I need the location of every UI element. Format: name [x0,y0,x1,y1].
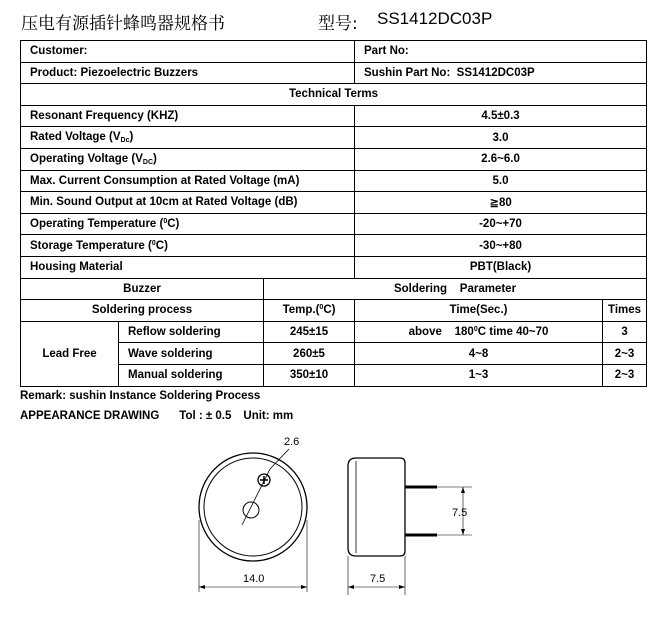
spec-name: Operating Temperature ($^0$C) [21,213,355,235]
spec-name: Housing Material [21,256,355,278]
spec-value: 3.0 [355,127,647,149]
product-label: Product: Piezoelectric Buzzers [21,62,355,84]
pin-pitch-dimension-label: 7.5 [452,507,468,519]
spec-value: 2.6~6.0 [355,148,647,170]
spec-row [21,170,647,192]
soldering-time: above $180^0C$ time 40~70 [355,321,603,343]
spec-table [20,40,647,387]
part-no-label: Part No: [355,41,647,63]
appearance-title: APPEARANCE DRAWING [20,410,160,422]
temp-header: Temp.($^0$C) [264,300,355,322]
spec-row [21,192,647,214]
unit-text: Unit: mm [243,410,294,422]
side-view [348,458,472,595]
soldering-temp: 245±15 [264,321,355,343]
spec-value: -30~+80 [355,235,647,257]
sushin-part-label: Sushin Part No: [364,66,451,79]
sushin-part-value: SS1412DC03P [456,66,535,79]
spec-row [21,213,647,235]
pin-dimension-label: 2.6 [284,436,300,448]
soldering-process-label: Soldering process [21,300,264,322]
soldering-row [21,321,647,343]
spec-value: -20~+70 [355,213,647,235]
height-dimension-label: 7.5 [370,573,386,585]
spec-value: 5.0 [355,170,647,192]
soldering-times: 2~3 [603,364,647,386]
soldering-method: Reflow soldering [119,321,264,343]
soldering-temp: 350±10 [264,364,355,386]
customer-label: Customer: [21,41,355,63]
remark-text: Remark: sushin Instance Soldering Process [20,390,261,402]
soldering-times: 3 [603,321,647,343]
front-view [199,449,307,592]
buzzer-label: Buzzer [21,278,264,300]
spec-name: Rated Voltage $(V_{Dc})$ [21,127,355,149]
spec-name: Min. Sound Output at 10cm at Rated Voltage (dB) [21,192,355,214]
spec-sheet-title: 压电有源插针蜂鸣器规格书 [21,14,225,34]
spec-value: PBT(Black) [355,256,647,278]
spec-value: ≧80 [355,192,647,214]
lead-free-label: Lead Free [21,321,119,386]
soldering-time: 1~3 [355,364,603,386]
appearance-heading [20,410,293,422]
spec-row [21,235,647,257]
soldering-times: 2~3 [603,343,647,365]
tolerance-text: Tol : ± 0.5 [179,410,232,422]
times-header: Times [603,300,647,322]
time-header: Time(Sec.) [355,300,603,322]
model-label: 型号: [318,14,358,34]
model-number: SS1412DC03P [377,9,493,28]
spec-row [21,127,647,149]
spec-value: 4.5±0.3 [355,105,647,127]
spec-row [21,256,647,278]
appearance-drawing [0,425,669,617]
sushin-part-cell [355,62,647,84]
spec-name: Operating Voltage $(V_{DC})$ [21,148,355,170]
spec-row [21,148,647,170]
soldering-time: 4~8 [355,343,603,365]
spec-row [21,105,647,127]
spec-name: Max. Current Consumption at Rated Voltage (mA) [21,170,355,192]
soldering-temp: 260±5 [264,343,355,365]
soldering-method: Manual soldering [119,364,264,386]
spec-name: Storage Temperature ($^0$C) [21,235,355,257]
soldering-parameter-label: Soldering Parameter [264,278,647,300]
soldering-method: Wave soldering [119,343,264,365]
spec-name: Resonant Frequency (KHZ) [21,105,355,127]
diameter-dimension-label: 14.0 [243,573,265,585]
technical-terms-heading: Technical Terms [21,84,647,106]
